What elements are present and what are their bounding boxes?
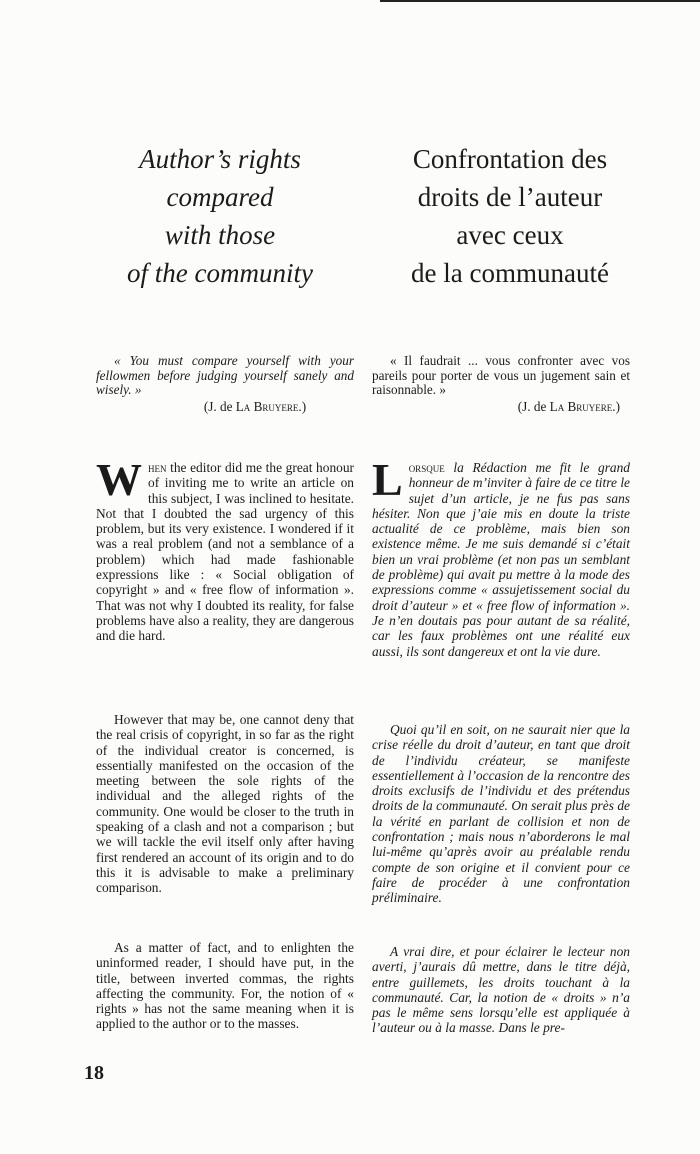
title-fr-line-2: droits de l’auteur <box>417 182 603 212</box>
attrib-prefix: (J. de <box>203 398 236 414</box>
french-paragraph-3: A vrai dire, et pour éclairer le lecteur non averti, j’aurais dû mettre, dans le titre déjà, entre guillemets, les droits touchant à la communauté. Car, la notion de « droits » n’a pas le même sens lorsqu’elle est appliquée à l’auteur ou à la masse. Dans le pre- <box>372 944 630 1036</box>
attrib-prefix: (J. de <box>517 398 550 414</box>
dropcap-w: W <box>96 454 142 505</box>
title-en-line-3: with those <box>164 220 276 250</box>
attrib-suffix: .) <box>612 398 620 414</box>
english-paragraph-1 <box>96 454 354 644</box>
french-paragraph-1 <box>372 454 630 659</box>
attrib-suffix: .) <box>298 398 307 414</box>
title-fr-line-4: de la communauté <box>411 258 609 288</box>
title-en-line-4: of the community <box>127 258 313 288</box>
lead-word-en: hen <box>148 460 167 475</box>
epigraph-en-quote: « You must compare yourself with your fellowmen before judging yourself sanely and wisely. » <box>96 353 354 397</box>
dropcap-l: L <box>372 454 403 505</box>
lead-word-fr: orsque <box>408 460 445 475</box>
page-number: 18 <box>84 1062 104 1084</box>
epigraph-english <box>96 354 354 414</box>
epigraph-fr-quote: « Il faudrait ... vous confronter avec vos pareils pour porter de vous un jugement sain et raisonnable. » <box>372 353 630 397</box>
epigraph-fr-attribution <box>372 400 630 415</box>
english-paragraph-1-text: the editor did me the great honour of inviting me to write an article on this subject, I was inclined to hesitate. Not that I doubted the sad urgency of this problem, but its very existence. I wondered if it was a real problem (and not a semblance of a problem) which had made fashionable expressions like : « Social obligation of copyright » and « free flow of information ». That was not why I doubted its reality, for false problems have also a reality, they are dangerous and die hard. <box>96 460 354 644</box>
french-paragraph-1-text: la Rédaction me fit le grand honneur de m’inviter à faire de ce titre le sujet d’un article, je ne fus pas sans hésiter. Non que j’aie mis en doute la triste actualité de ce problème, mais bien son existence même. Je me suis demandé si c’était bien un vrai problème (et non pas un semblant de problème) qui avait pu mettre à la mode des expressions comme « assujetissement social du droit d’auteur » et « free flow of information ». Je n’en doutais pas pour autant de sa réalité, car les faux problèmes ont une réalité eux aussi, ils sont dangereux et ont la vie dure. <box>372 460 630 659</box>
attrib-name: La Bruyere <box>235 398 299 414</box>
title-fr-line-1: Confrontation des <box>412 144 608 174</box>
title-fr-line-3: avec ceux <box>456 220 564 250</box>
french-paragraph-2: Quoi qu’il en soit, on ne saurait nier que la crise réelle du droit d’auteur, en tant que droit de l’individu créateur, se manifeste essentiellement à l’occasion de la rencontre des droits exclusifs de l’individu et des prétendus droits de la communauté. On serait plus près de la vérité en parlant de collision et non de confrontation ; mais nous n’aborderons le mal lui-même qu’après avoir au préalable rendu compte de son origine et il convient pour ce faire de procéder à une confrontation préliminaire. <box>372 722 630 906</box>
english-paragraph-3: As a matter of fact, and to enlighten the uninformed reader, I should have put, in the title, between inverted commas, the rights affecting the community. For, the notion of « rights » has not the same meaning when it is applied to the author or to the masses. <box>96 940 354 1032</box>
title-en-line-1: Author’s rights <box>139 144 301 174</box>
title-en-line-2: compared <box>166 182 274 212</box>
title-english <box>110 140 330 292</box>
english-paragraph-2: However that may be, one cannot deny that the real crisis of copyright, in so far as the right of the individual creator is concerned, is essentially manifested on the occasion of the meeting between the sole rights of the individual and the alleged rights of the community. One would be closer to the truth in speaking of a clash and not a comparison ; but we will tackle the evil itself only after having first rendered an account of its origin and to do this it is advisable to make a preliminary comparison. <box>96 712 354 896</box>
top-rule <box>380 0 700 2</box>
epigraph-french <box>372 354 630 414</box>
attrib-name: La Bruyere <box>549 398 613 414</box>
epigraph-en-attribution <box>96 400 354 415</box>
title-french <box>380 140 640 292</box>
